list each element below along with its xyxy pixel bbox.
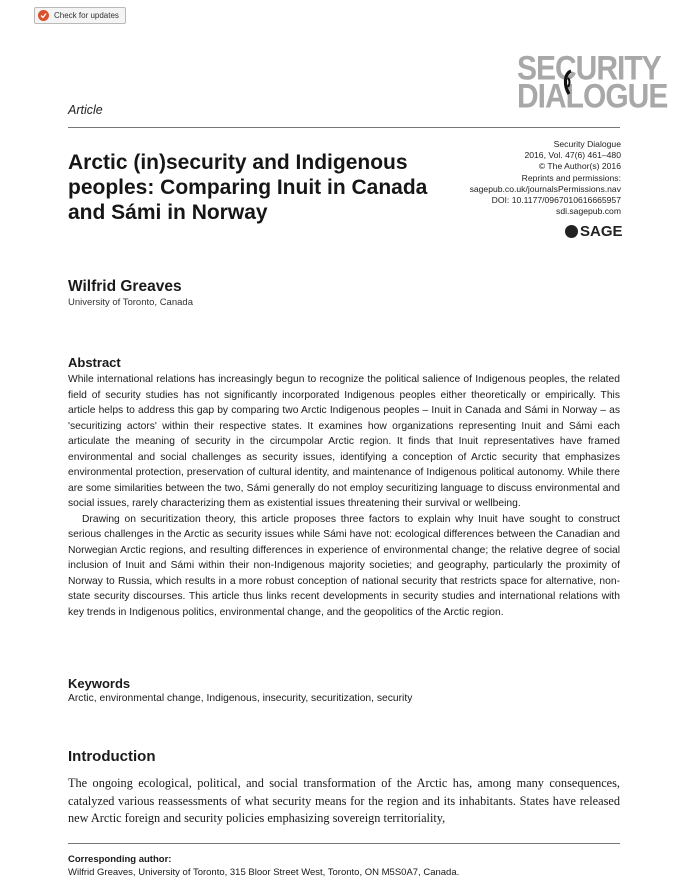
meta-journal-name: Security Dialogue: [553, 139, 621, 149]
journal-logo-mark-icon: [560, 68, 576, 98]
check-updates-icon: [38, 10, 49, 21]
journal-logo-line1: SECURITY: [517, 49, 661, 88]
sage-logo-text: SAGE: [580, 223, 623, 240]
abstract-body: [68, 372, 620, 620]
article-title: Arctic (in)security and Indigenous peoples: Comparing Inuit in Canada and Sámi in Norway: [68, 151, 428, 224]
meta-copyright: © The Author(s) 2016: [538, 161, 621, 172]
meta-reprints: Reprints and permissions:: [521, 172, 621, 183]
check-for-updates-button[interactable]: [34, 7, 126, 24]
publication-meta: [421, 139, 621, 217]
meta-volume: 2016, Vol. 47(6) 461–480: [524, 150, 621, 161]
introduction-heading: Introduction: [68, 748, 156, 765]
article-type-label: Article: [68, 103, 103, 117]
author-name: Wilfrid Greaves: [68, 278, 182, 295]
sage-logo-icon: [565, 225, 578, 238]
introduction-text: The ongoing ecological, political, and social transformation of the Arctic has, among many consequences, catalyzed various reassessments of what security means for the region and its inhabitants. States have released new Arctic foreign and security policies emphasizing sovereign territoriality,: [68, 776, 620, 825]
journal-logo-line2: DIALOGUE: [517, 77, 668, 116]
footer-divider: [68, 843, 620, 844]
sage-logo: [565, 223, 623, 240]
meta-site-link[interactable]: sdi.sagepub.com: [556, 206, 621, 217]
abstract-paragraph-1: While international relations has increasingly begun to recognize the political salience of Indigenous peoples, the related field of security studies has not significantly incorporated Indigenous peoples either theoretically or empirically. This article helps to address this gap by comparing two Arctic Indigenous peoples – Inuit in Canada and Sámi in Norway – as 'securitizing actors' within their respective states. It examines how organizations representing Inuit and Sámi each articulate the meaning of security in the circumpolar Arctic region. It finds that Inuit representatives have framed environmental and social challenges as security issues, identifying a conception of Arctic security that emphasizes environmental protection, preservation of cultural identity, and maintenance of Indigenous political autonomy. While there are some similarities between the two, Sámi generally do not employ securitizing language to discuss environmental and social issues, rarely characterizing them as existential issues threatening their survival or wellbeing.: [68, 374, 620, 509]
corresponding-author-details: Wilfrid Greaves, University of Toronto, 315 Bloor Street West, Toronto, ON M5S0A7, Canada.: [68, 867, 460, 878]
meta-reprints-link[interactable]: sagepub.co.uk/journalsPermissions.nav: [469, 183, 621, 194]
abstract-heading: Abstract: [68, 355, 121, 370]
corresponding-author-label: Corresponding author:: [68, 854, 172, 865]
author-affiliation: University of Toronto, Canada: [68, 297, 193, 308]
keywords-list: Arctic, environmental change, Indigenous, insecurity, securitization, security: [68, 693, 413, 704]
keywords-heading: Keywords: [68, 676, 131, 691]
header-divider: [68, 127, 620, 128]
abstract-paragraph-2: Drawing on securitization theory, this article proposes three factors to explain why Inuit have sought to construct serious challenges in the Arctic as security issues while Sámi have not: ecological differences between the Canadian and Norwegian Arctic regions, and resulting differences in experience of environmental change; the relative degree of social inclusion of Inuit and Sámi within their non-Indigenous majority societies; and geography, particularly the proximity of Norway to Russia, which results in a more robust conception of national security that restricts space for alternative, non-state security discourses. This article thus links recent developments in security studies and international relations with key trends in Indigenous politics, environmental change, and the geopolitics of the Arctic region.: [68, 513, 620, 618]
meta-doi-link[interactable]: DOI: 10.1177/0967010616665957: [491, 195, 621, 206]
check-for-updates-label: Check for updates: [54, 11, 119, 20]
